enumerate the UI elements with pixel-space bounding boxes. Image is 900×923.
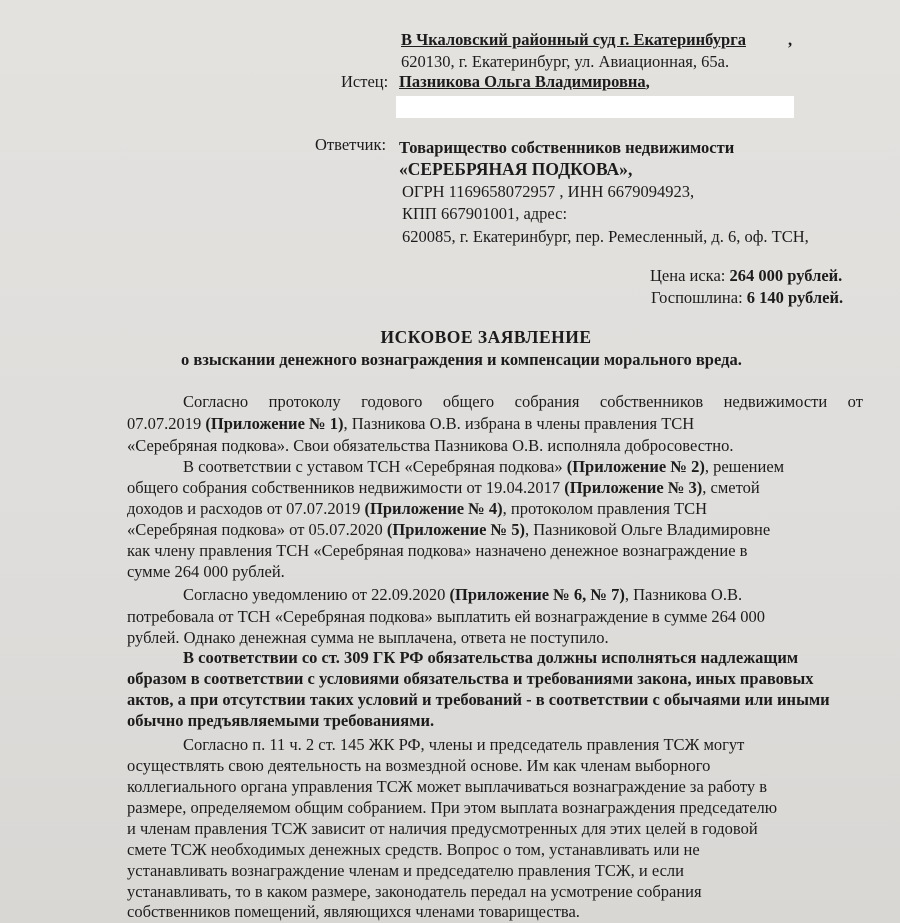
claim-price-label: Цена иска: [650, 266, 726, 285]
defendant-line2-text: «СЕРЕБРЯНАЯ ПОДКОВА» [399, 159, 628, 179]
court-name-comma: , [788, 30, 793, 49]
p2-appendix: (Приложение № 3) [564, 478, 703, 497]
p2-appendix: (Приложение № 5) [386, 520, 525, 539]
p1-word: собрания [514, 392, 580, 411]
p4-line4: обычно предъявляемыми требованиями. [127, 711, 435, 730]
p4-line3: актов, а при отсутствии таких условий и требований - в соответствии с обычаями или иными [127, 690, 830, 709]
document-subtitle: о взыскании денежного вознаграждения и компенсации морального вреда. [181, 350, 742, 369]
p2-text: В соответствии с уставом ТСН «Серебряная подкова» [183, 457, 563, 476]
p1-date: 07.07.2019 [127, 414, 202, 433]
p1-line3: «Серебряная подкова». Свои обязательства Пазникова О.В. исполняла добросовестно. [127, 436, 734, 455]
plaintiff-label: Истец: [341, 72, 389, 91]
defendant-line2-comma: , [627, 159, 633, 179]
p2-line2 [127, 478, 760, 498]
p2-line4 [127, 520, 770, 540]
p1-word: собственников [599, 392, 704, 411]
p5-line8: устанавливать, то в каком размере, законодатель передал на усмотрение собрания [127, 882, 702, 901]
p5-line7: устанавливать вознаграждение членам и председателю правления ТСЖ, и если [127, 861, 684, 880]
p3-line1 [183, 585, 742, 605]
state-duty [651, 288, 843, 308]
p3-text: , Пазникова О.В. [624, 585, 743, 604]
p1-word: годового [361, 392, 423, 411]
state-duty-dot: . [838, 288, 844, 307]
defendant-kpp: КПП 667901001, адрес: [402, 204, 568, 223]
p4-line1: В соответствии со ст. 309 ГК РФ обязательства должны исполняться надлежащим [183, 648, 799, 667]
p2-text: , Пазниковой Ольге Владимировне [525, 520, 771, 539]
p2-text: «Серебряная подкова» от 05.07.2020 [127, 520, 383, 539]
defendant-ogrn: ОГРН 1169658072957 , ИНН 6679094923, [402, 182, 695, 201]
p1-line1 [183, 392, 863, 412]
p1-appendix: (Приложение № 1) [205, 414, 344, 433]
p5-line1: Согласно п. 11 ч. 2 ст. 145 ЖК РФ, члены и председатель правления ТСЖ могут [183, 735, 745, 754]
p5-line6: смете ТСЖ необходимых денежных средств. Вопрос о том, устанавливать или не [127, 840, 700, 859]
p2-line5: как члену правления ТСН «Серебряная подкова» назначено денежное вознаграждение в [127, 541, 748, 560]
p2-appendix: (Приложение № 4) [364, 499, 503, 518]
defendant-line1: Товарищество собственников недвижимости [399, 138, 735, 157]
state-duty-value: 6 140 рублей [746, 288, 839, 307]
defendant-address: 620085, г. Екатеринбург, пер. Ремесленный, д. 6, оф. ТСН, [402, 227, 809, 246]
state-duty-label: Госпошлина: [651, 288, 743, 307]
p1-rest: , Пазникова О.В. избрана в члены правления ТСН [343, 414, 695, 433]
p3-line2: потребовала от ТСН «Серебряная подкова» выплатить ей вознаграждение в сумме 264 000 [127, 607, 766, 626]
court-address: 620130, г. Екатеринбург, ул. Авиационная, 65а. [401, 52, 730, 71]
p5-line5: и членам правления ТСЖ зависит от наличия предусмотренных для этих целей в годовой [127, 819, 758, 838]
document-title: ИСКОВОЕ ЗАЯВЛЕНИЕ [380, 327, 592, 347]
p4-line2: образом в соответствии с условиями обязательства и требованиями закона, иных правовых [127, 669, 814, 688]
p3-text: Согласно уведомлению от 22.09.2020 [183, 585, 446, 604]
p2-text: доходов и расходов от 07.07.2019 [127, 499, 361, 518]
p2-appendix: (Приложение № 2) [566, 457, 705, 476]
p3-line3: рублей. Однако денежная сумма не выплачена, ответа не поступило. [127, 628, 609, 647]
court-name-text: В Чкаловский районный суд г. Екатеринбурга [401, 30, 746, 49]
p2-text: , сметой [702, 478, 760, 497]
p1-line2 [127, 414, 694, 434]
p5-line3: коллегиального органа управления ТСЖ может выплачиваться вознаграждение за работу в [127, 777, 768, 796]
plaintiff-name [399, 72, 650, 92]
p2-text: , решением [704, 457, 785, 476]
claim-price-dot: . [838, 266, 843, 285]
defendant-line2 [399, 159, 632, 179]
p5-line2: осуществлять свою деятельность на возмездной основе. Им как членам выборного [127, 756, 711, 775]
claim-price-value: 264 000 рублей [729, 266, 839, 285]
redacted-block [396, 96, 794, 118]
p5-line9: собственников помещений, являющихся членами товарищества. [127, 902, 580, 921]
p2-text: общего собрания собственников недвижимости от 19.04.2017 [127, 478, 561, 497]
defendant-label: Ответчик: [315, 135, 387, 154]
p1-word: Согласно [183, 392, 249, 411]
p2-line1 [183, 457, 784, 477]
p3-appendix: (Приложение № 6, № 7) [449, 585, 625, 604]
p2-line6: сумме 264 000 рублей. [127, 562, 285, 581]
plaintiff-name-text: Пазникова Ольга Владимировна [399, 72, 646, 91]
court-name [401, 30, 746, 50]
p1-word: недвижимости [723, 392, 828, 411]
p1-word: протоколу [268, 392, 341, 411]
plaintiff-name-comma: , [645, 72, 650, 91]
p1-word: общего [442, 392, 495, 411]
p5-line4: размере, определяемом общим собранием. При этом выплата вознаграждения председателю [127, 798, 778, 817]
p1-word: от [847, 392, 863, 411]
p2-text: , протоколом правления ТСН [502, 499, 708, 518]
claim-price [650, 266, 842, 286]
p2-line3 [127, 499, 707, 519]
